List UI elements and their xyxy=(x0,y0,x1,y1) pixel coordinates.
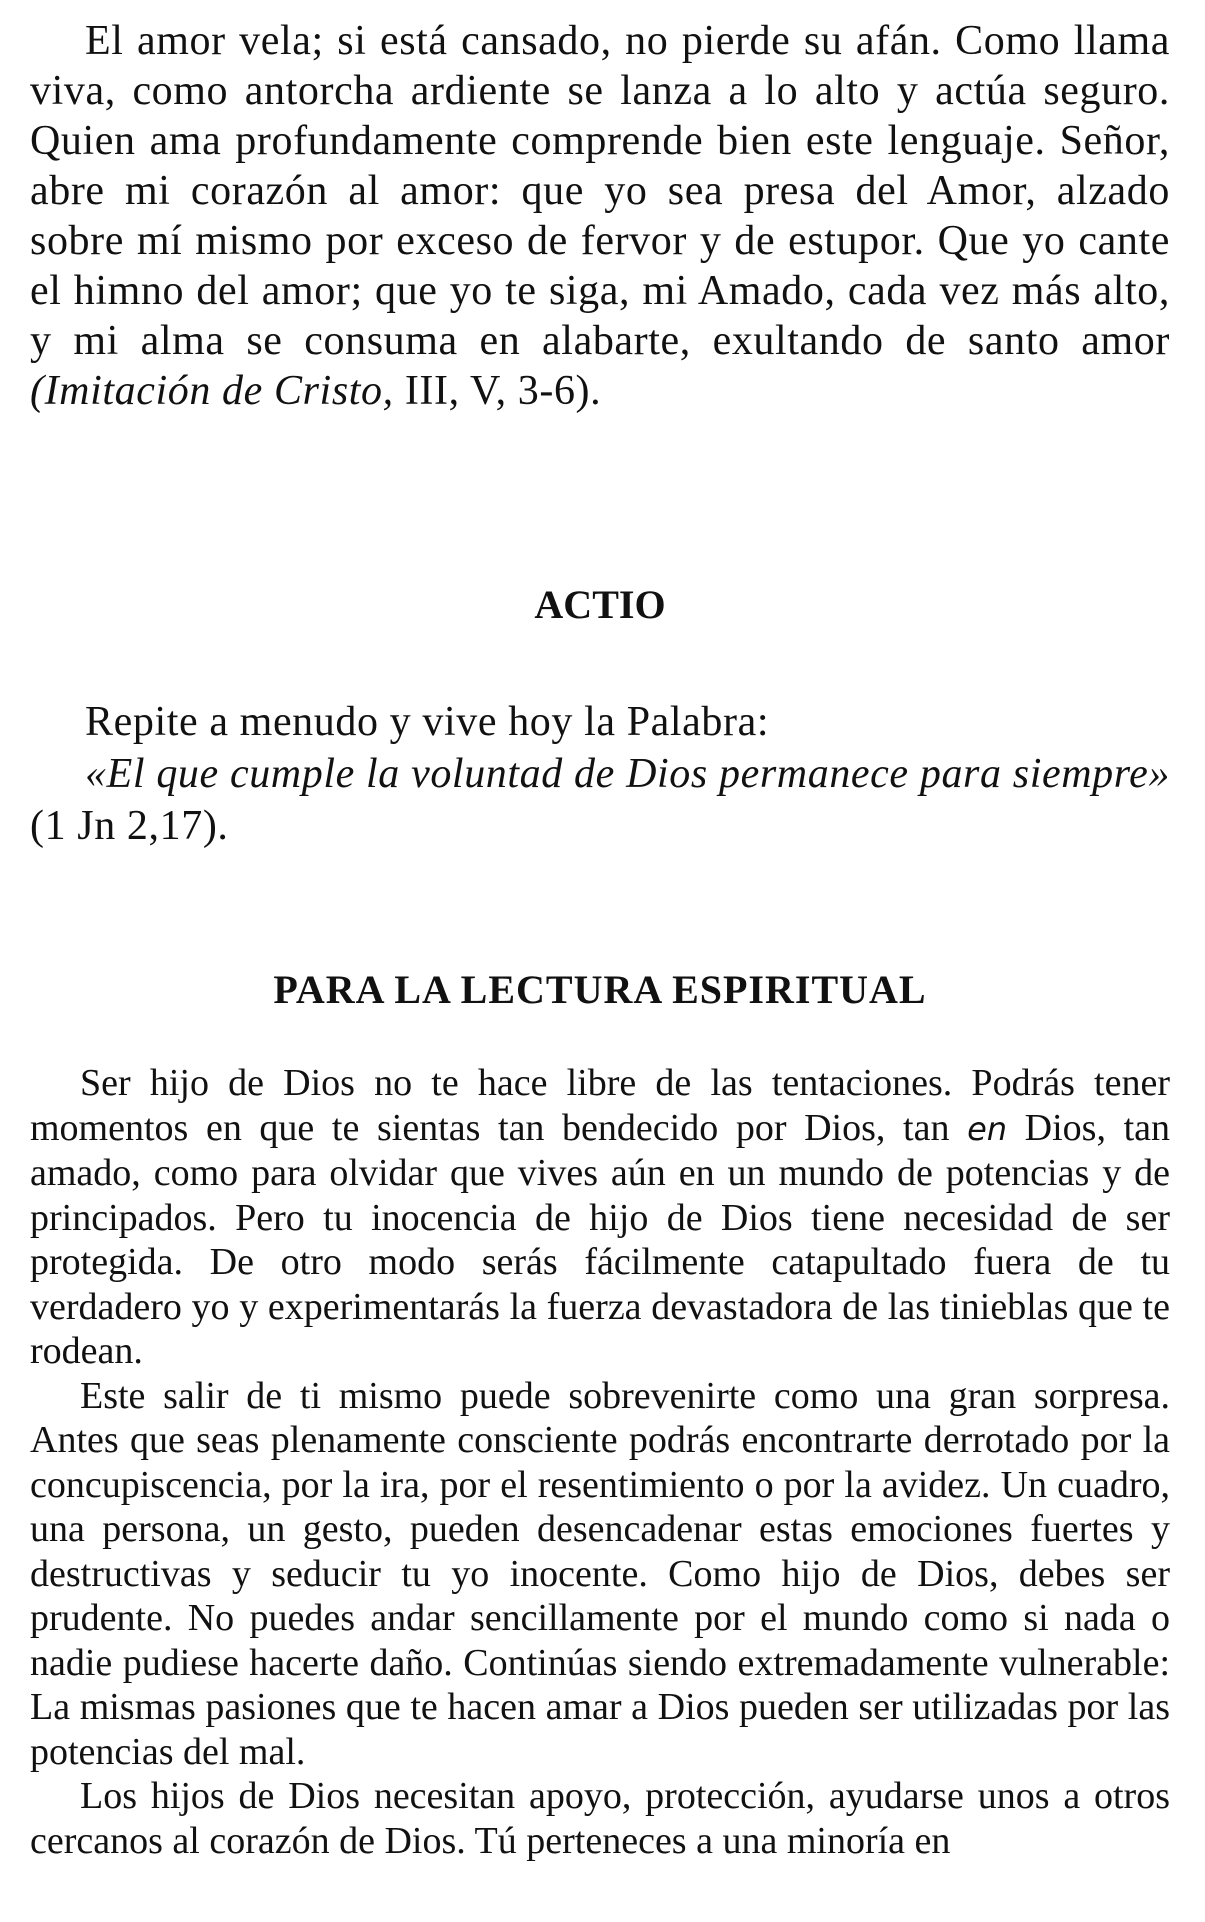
actio-reference: (1 Jn 2,17). xyxy=(30,803,229,849)
actio-heading: ACTIO xyxy=(534,582,666,627)
actio-quote: «El que cumple la voluntad de Dios permanece para siempre» xyxy=(85,751,1170,797)
top-paragraph xyxy=(30,16,1170,416)
document-page xyxy=(30,16,1171,1862)
lectura-heading: PARA LA LECTURA ESPIRITUAL xyxy=(273,967,927,1012)
lectura-paragraph-2: Este salir de ti mismo puede sobrevenirte como una gran sorpresa. Antes que seas plenamente consciente podrás encontrarte derrotado por la concupiscencia, por la ira, por el resentimiento o por la avidez. Un cuadro, una persona, un gesto, pueden desencadenar estas emociones fuertes y destructivas y seducir tu yo inocente. Como hijo de Dios, debes ser prudente. No puedes andar sencillamente por el mundo como si nada o nadie pudiese hacerte daño. Continúas siendo extremadamente vulnerable: La mismas pasiones que te hacen amar a Dios pueden ser utilizadas por las potencias del mal. xyxy=(30,1374,1170,1773)
lectura-paragraph-1 xyxy=(30,1061,1170,1374)
lectura-p1-part-a: Ser hijo de Dios no te hace libre de las tentaciones. Podrás tener momentos en que te sientas tan bendecido por Dios, tan xyxy=(30,1062,1170,1149)
actio-section xyxy=(30,696,1170,852)
lectura-paragraph-3: Los hijos de Dios necesitan apoyo, protección, ayudarse unos a otros cercanos al corazón de Dios. Tú perteneces a una minoría en xyxy=(30,1775,1170,1862)
lectura-p1-part-b: Dios, tan amado, como para olvidar que vives aún en un mundo de potencias y de principados. Pero tu inocencia de hijo de Dios tiene necesidad de ser protegida. De otro modo serás fácilmente catapultado fuera de tu verdadero yo y experimentarás la fuerza devastadora de las tinieblas que te rodean. xyxy=(30,1106,1171,1372)
citation-title: (Imitación de Cristo, xyxy=(30,368,394,414)
actio-intro: Repite a menudo y vive hoy la Palabra: xyxy=(85,699,770,745)
top-paragraph-text: El amor vela; si está cansado, no pierde su afán. Como llama viva, como antorcha ardiente se lanza a lo alto y actúa seguro. Quien ama profundamente comprende bien este lenguaje. Señor, abre mi corazón al amor: que yo sea presa del Amor, alzado sobre mí mismo por exceso de fervor y de estupor. Que yo cante el himno del amor; que yo te siga, mi Amado, cada vez más alto, y mi alma se consuma en alabarte, exultando de santo amor xyxy=(30,18,1170,364)
actio-quote-line xyxy=(30,748,1170,852)
lectura-p1-emphasis: en xyxy=(967,1109,1008,1148)
citation-reference: III, V, 3-6). xyxy=(393,368,602,414)
lectura-section xyxy=(30,1061,1170,1863)
